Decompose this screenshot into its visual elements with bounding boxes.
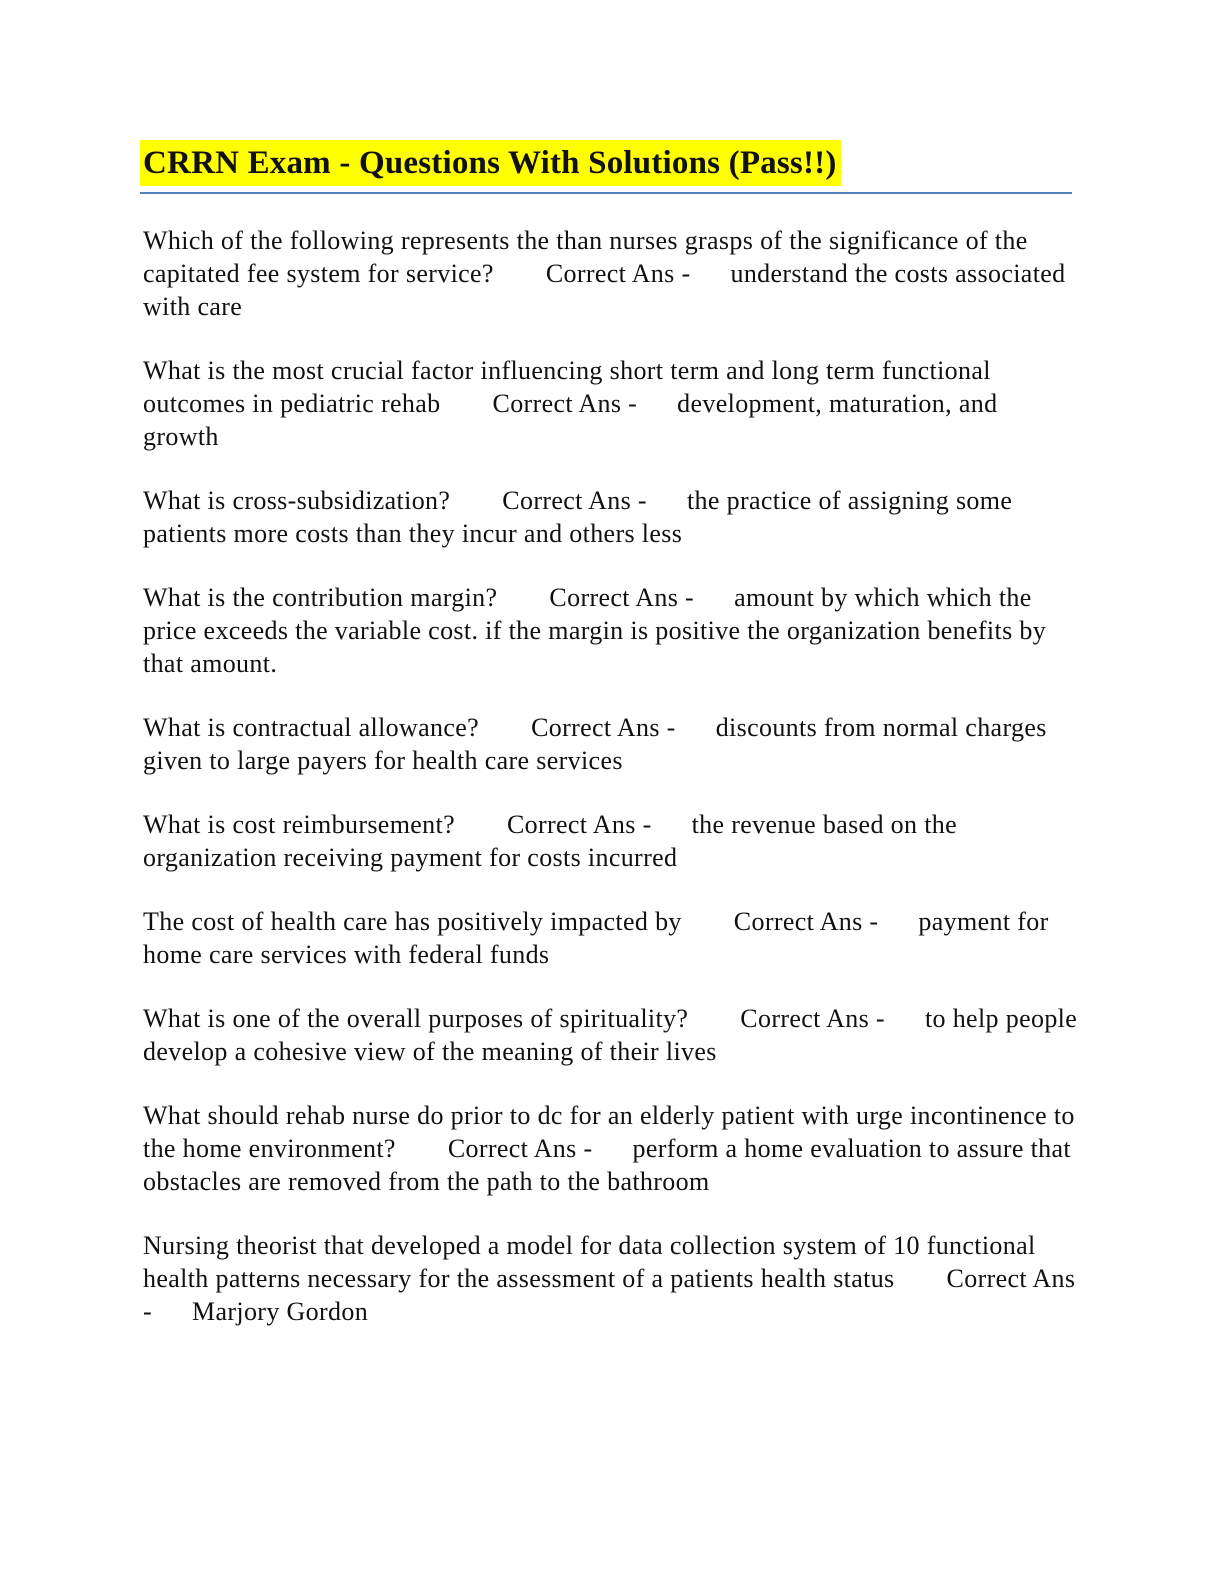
question-text: What is cross-subsidization? (143, 486, 451, 515)
title-bar (140, 140, 1072, 194)
question-text: What should rehab nurse do prior to dc for an elderly patient with urge incontinence to the home environment? (143, 1101, 1075, 1163)
answer-text: payment for home care services with federal funds (143, 907, 1049, 969)
answer-label: Correct Ans - (502, 486, 647, 515)
question-text: Nursing theorist that developed a model for data collection system of 10 functional health patterns necessary for the assessment of a patients health status (143, 1231, 1036, 1293)
answer-label: Correct Ans - (740, 1004, 885, 1033)
answer-text: the revenue based on the organization receiving payment for costs incurred (143, 810, 958, 872)
qa-item (143, 1099, 1078, 1198)
qa-list (143, 224, 1078, 1359)
answer-label: Correct Ans - (447, 1134, 593, 1163)
question-text: What is cost reimbursement? (143, 810, 455, 839)
answer-label: Correct Ans - (506, 810, 652, 839)
answer-text: development, maturation, and growth (143, 389, 998, 451)
question-text: Which of the following represents the than nurses grasps of the significance of the capitated fee system for service? (143, 226, 1028, 288)
question-text: What is contractual allowance? (143, 713, 480, 742)
qa-item (143, 581, 1078, 680)
question-text: What is one of the overall purposes of spirituality? (143, 1004, 689, 1033)
answer-text: Marjory Gordon (192, 1297, 369, 1326)
question-text: What is the most crucial factor influencing short term and long term functional outcomes in pediatric rehab (143, 356, 991, 418)
qa-item (143, 905, 1078, 971)
qa-item (143, 224, 1078, 323)
answer-text: perform a home evaluation to assure that obstacles are removed from the path to the bathroom (143, 1134, 1071, 1196)
answer-text: discounts from normal charges given to large payers for health care services (143, 713, 1047, 775)
answer-label: Correct Ans - (143, 1264, 1076, 1326)
qa-item (143, 354, 1078, 453)
question-text: The cost of health care has positively impacted by (143, 907, 682, 936)
answer-label: Correct Ans - (549, 583, 695, 612)
answer-text: the practice of assigning some patients more costs than they incur and others less (143, 486, 1013, 548)
answer-text: understand the costs associated with care (143, 259, 1066, 321)
qa-item (143, 1229, 1078, 1328)
answer-label: Correct Ans - (492, 389, 638, 418)
question-text: What is the contribution margin? (143, 583, 498, 612)
answer-text: to help people develop a cohesive view of the meaning of their lives (143, 1004, 1078, 1066)
qa-item (143, 1002, 1078, 1068)
qa-item (143, 484, 1078, 550)
answer-label: Correct Ans - (531, 713, 676, 742)
answer-text: amount by which which the price exceeds the variable cost. if the margin is positive the organization benefits by that amount. (143, 583, 1047, 678)
answer-label: Correct Ans - (733, 907, 879, 936)
qa-item (143, 711, 1078, 777)
document-title: CRRN Exam - Questions With Solutions (Pass!!) (140, 140, 841, 186)
answer-label: Correct Ans - (545, 259, 691, 288)
qa-item (143, 808, 1078, 874)
